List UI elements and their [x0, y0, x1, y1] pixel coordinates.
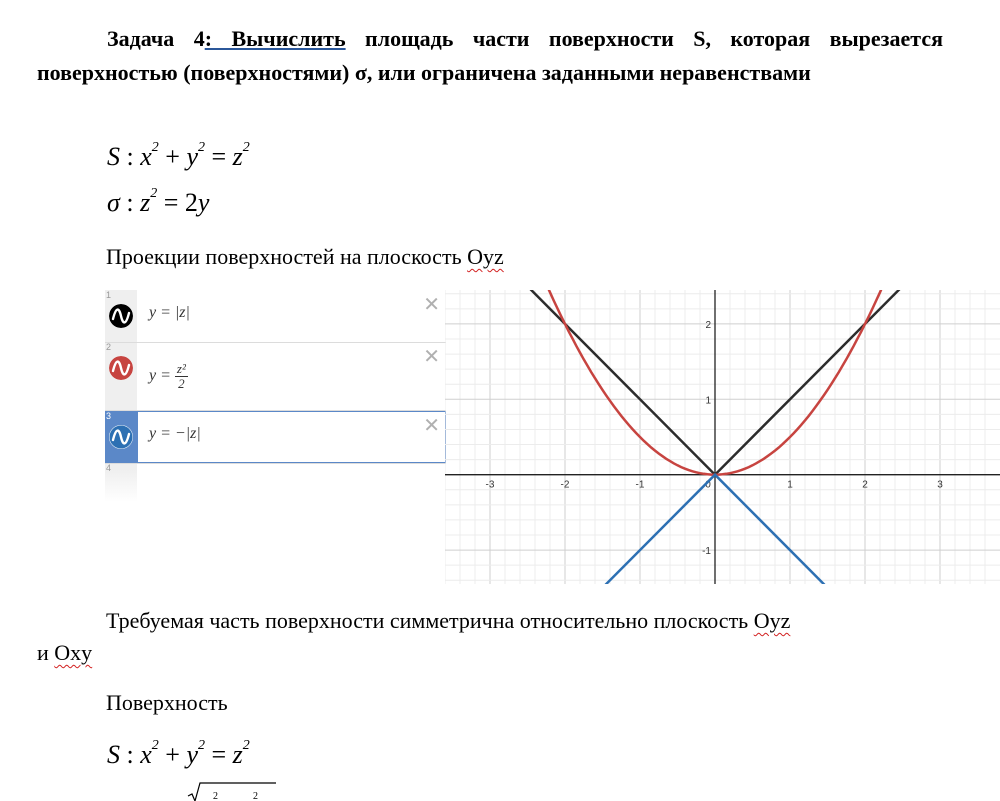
formula-surface-s-repeat: S : $x^2 + y^2 = z^2$ [107, 738, 250, 769]
formula-surface-sigma: σ : $z^2 = 2y$ [107, 186, 210, 217]
x-tick-label: 1 [787, 479, 793, 491]
wave-icon[interactable] [109, 356, 133, 380]
wave-icon[interactable] [109, 425, 133, 449]
graph-canvas[interactable] [445, 290, 1000, 584]
partial-sqrt-expression [186, 782, 281, 801]
x-tick-label: 0 [705, 479, 711, 491]
formula-surface-s: S : $x^2 + y^2 = z^2$ [107, 140, 250, 171]
task-statement [37, 22, 943, 90]
surface-heading: Поверхность [106, 690, 228, 715]
y-tick-label: 1 [705, 395, 711, 407]
x-tick-label: -1 [635, 479, 645, 491]
delete-expression-button[interactable]: ✕ [423, 413, 440, 437]
symmetry-paragraph: Требуемая часть поверхности симметрична относительно плоскость Oyz [106, 608, 791, 633]
projections-paragraph: Проекции поверхностей на плоскость Oyz [106, 244, 504, 269]
svg-text:2: 2 [213, 791, 218, 801]
delete-expression-button[interactable]: ✕ [423, 292, 440, 316]
symmetry-paragraph-line2: и Oxy [37, 640, 93, 665]
task-number: Задача 4 [107, 26, 205, 51]
x-tick-label: -3 [485, 479, 495, 491]
y-tick-label: -1 [702, 546, 711, 558]
expression-row-1[interactable]: 1 y = |z| ✕ [105, 290, 446, 343]
expression-row-2[interactable]: 2 y = $\frac{\text{z²}}{2}$ ✕ [105, 342, 446, 411]
delete-expression-button[interactable]: ✕ [423, 344, 440, 368]
svg-text:2: 2 [253, 791, 258, 801]
series-line-3 [445, 475, 1000, 584]
expression-text[interactable]: y = −|z| [149, 425, 201, 442]
expression-text[interactable]: y = $\frac{\text{z²}}{2}$ [149, 361, 186, 391]
expression-row-3[interactable]: 3 y = −|z| ✕ [105, 411, 446, 464]
x-tick-label: 2 [862, 479, 868, 491]
task-text: площадь части поверхности S, которая вырезается поверхностью (поверхностями) σ, или ограничена заданными неравенствами [37, 26, 943, 85]
wave-icon[interactable] [109, 304, 133, 328]
x-tick-label: 3 [937, 479, 943, 491]
expression-row-4[interactable]: 4 [106, 463, 112, 473]
y-tick-label: 2 [705, 319, 711, 331]
task-verb: : Вычислить [204, 26, 346, 51]
x-tick-label: -2 [560, 479, 570, 491]
series-line-1 [445, 290, 1000, 475]
expression-text[interactable]: y = |z| [149, 304, 190, 321]
expression-list [105, 290, 446, 502]
